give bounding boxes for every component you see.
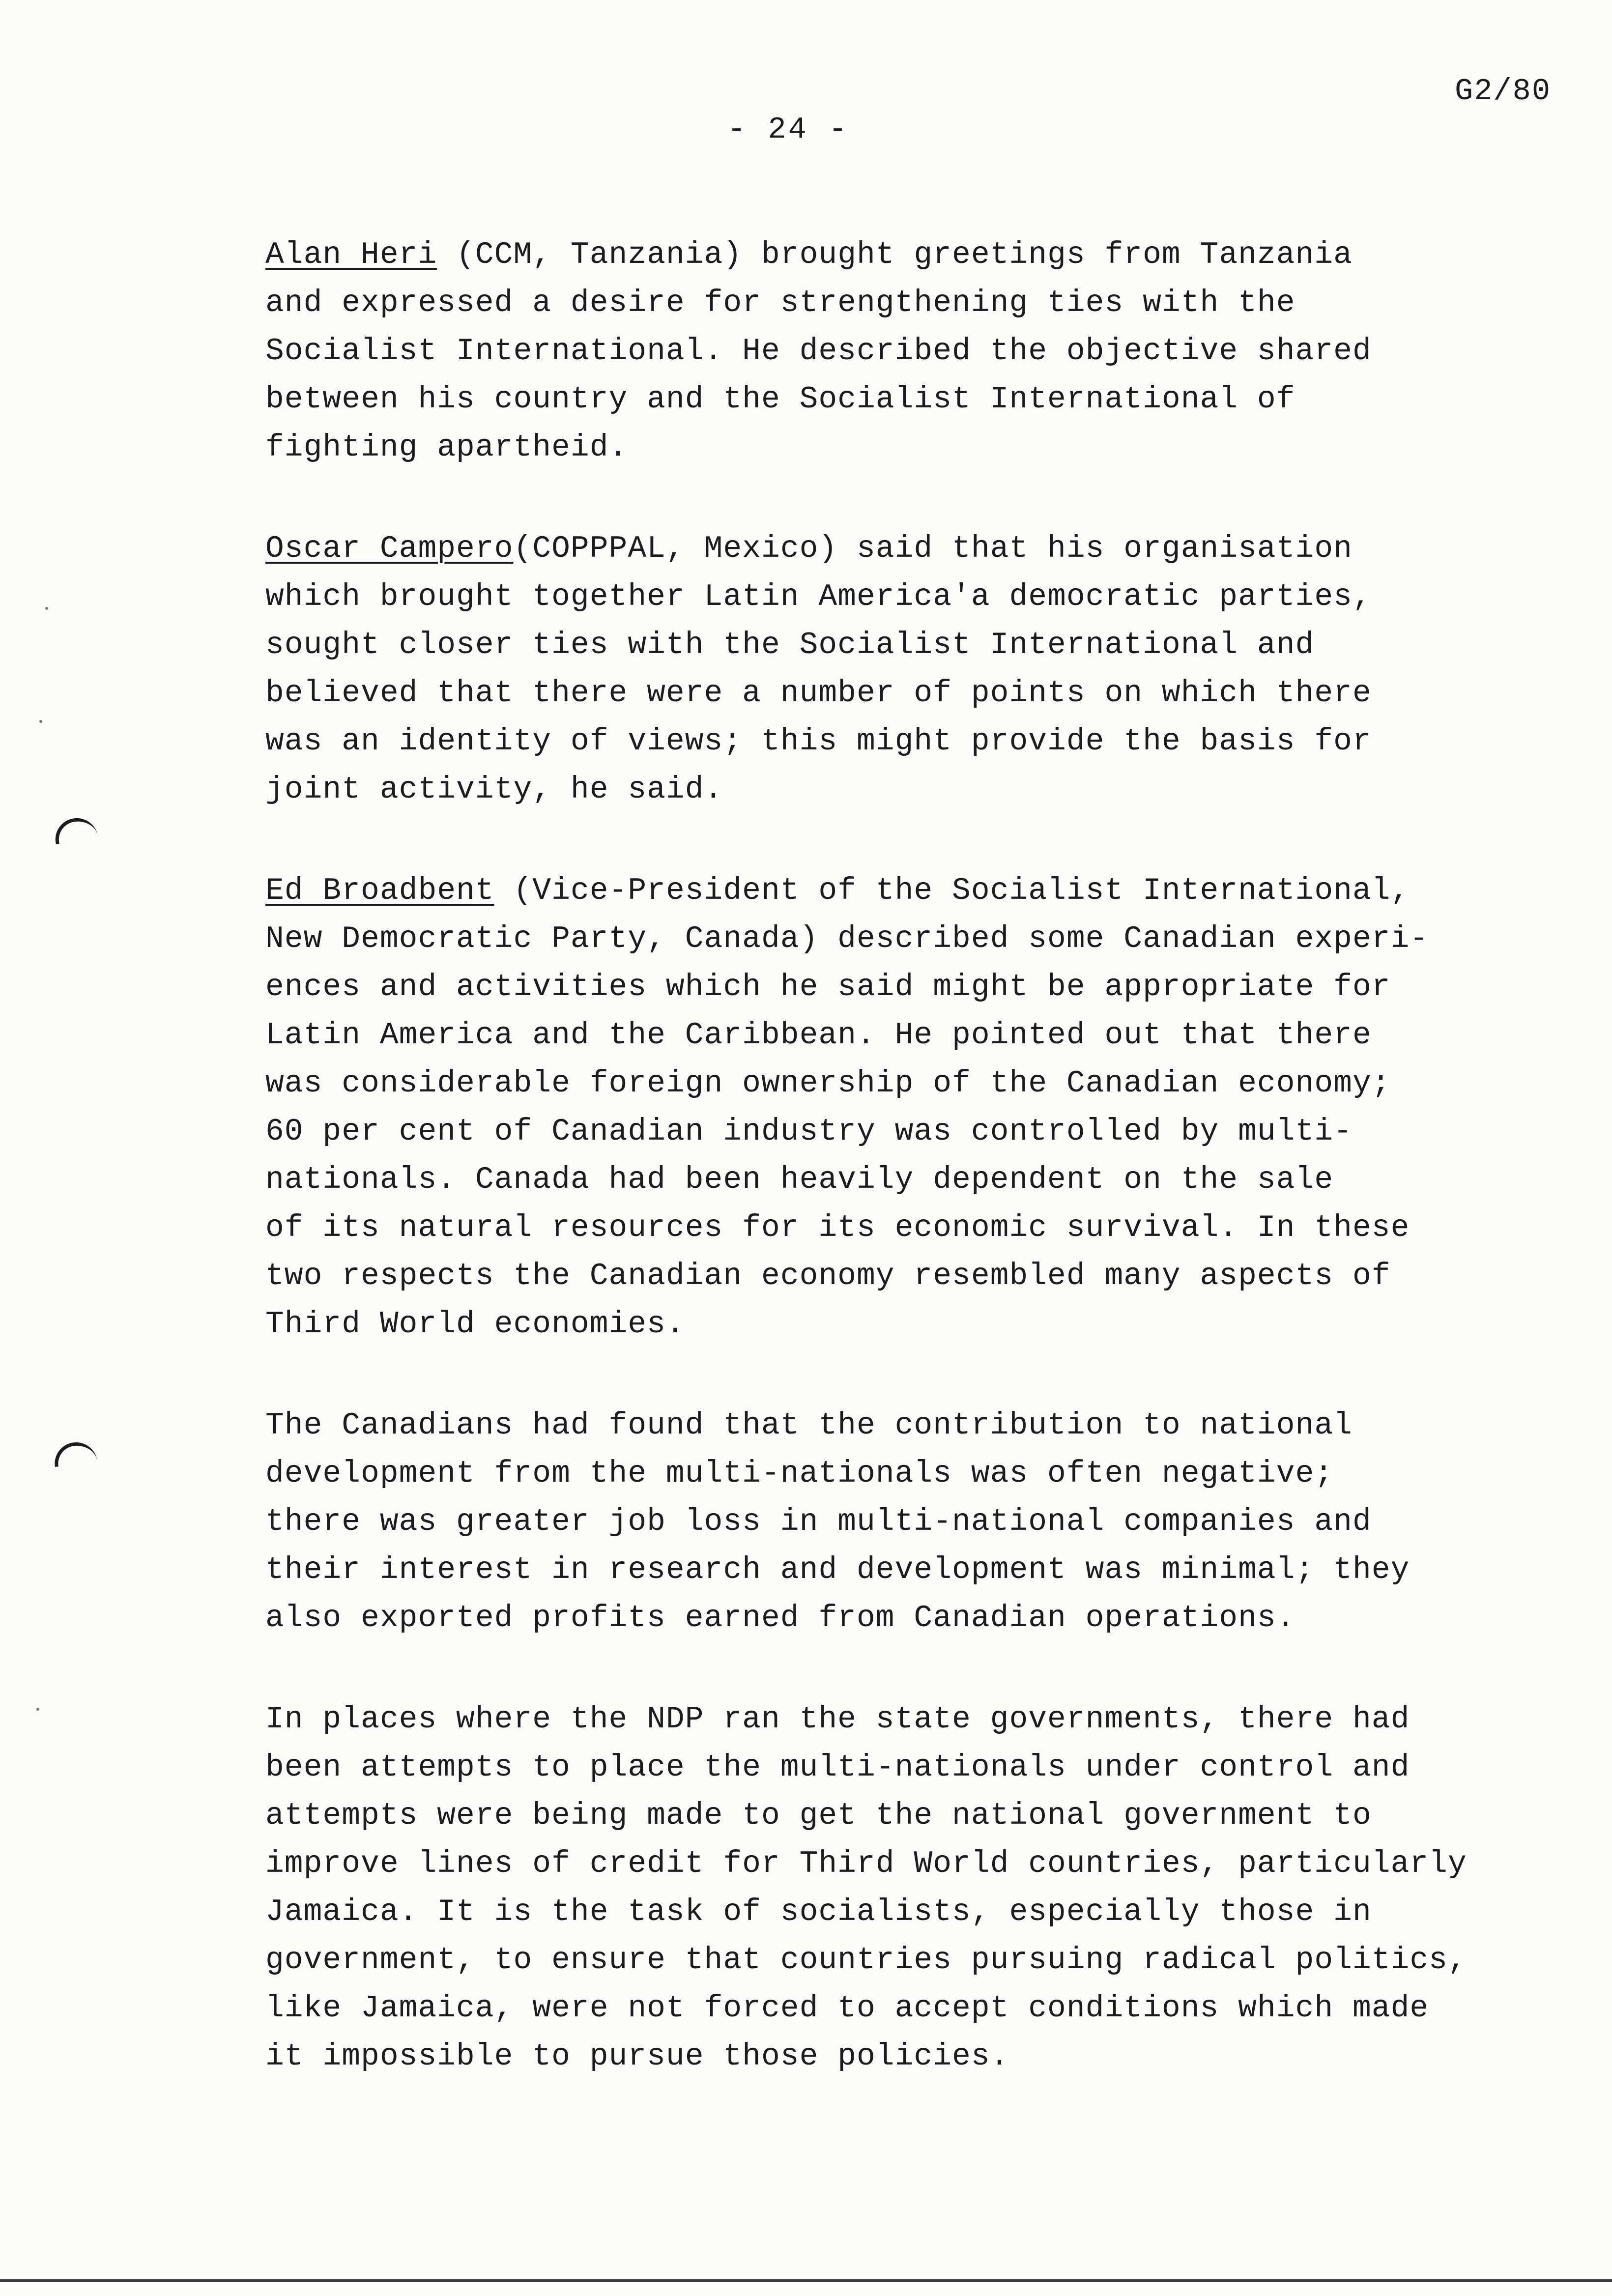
scan-speck [45,607,48,610]
speaker-name: Ed Broadbent [265,873,494,908]
paragraph-alan-heri [265,231,1524,472]
bottom-rule [0,2279,1612,2282]
paragraph-oscar-campero [265,525,1524,814]
body-text [265,231,1524,2134]
paragraph-text: (COPPPAL, Mexico) said that his organisation which brought together Latin America'a democratic parties, sought closer ties with the Socialist International and believed that there were a number of points on which there was an identity of views; this might provide the basis for joint activity, he said. [265,531,1372,807]
margin-mark [53,1441,97,1467]
scan-speck [39,720,42,723]
paragraph-ndp-governments [265,1695,1524,2081]
speaker-name: Oscar Campero [265,531,514,566]
scan-speck [36,1708,39,1711]
page-number: - 24 - [727,112,849,147]
margin-mark [53,815,98,844]
speaker-name: Alan Heri [265,237,437,272]
paragraph-text: The Canadians had found that the contribution to national development from the multi-nationals was often negative; there was greater job loss in multi-national companies and their interest in research and development was minimal; they also exported profits earned from Canadian operations. [265,1408,1410,1636]
document-reference: G2/80 [1455,74,1552,109]
paragraph-ed-broadbent [265,867,1524,1349]
paragraph-canadian-findings [265,1402,1524,1642]
paragraph-text: (CCM, Tanzania) brought greetings from Tanzania and expressed a desire for strengthening ties with the Socialist International. He described the objective shared between his country and the Socialist International of fighting apartheid. [265,237,1372,465]
paragraph-text: In places where the NDP ran the state governments, there had been attempts to place the multi-nationals under control and attempts were being made to get the national government to improve lines of credit for Third World countries, particularly Jamaica. It is the task of socialists, especially those in government, to ensure that countries pursuing radical politics, like Jamaica, were not forced to accept conditions which made it impossible to pursue those policies. [265,1702,1467,2074]
paragraph-text: (Vice-President of the Socialist International, New Democratic Party, Canada) described some Canadian experi- ences and activities which he said might be appropriate for Latin America and the Caribbean. He pointed out that there was considerable foreign ownership of the Canadian economy; 60 per cent of Canadian industry was controlled by multi- nationals. Canada had been heavily dependent on the sale of its natural resources for its economic survival. In these two respects the Canadian economy resembled many aspects of Third World economies. [265,873,1429,1342]
